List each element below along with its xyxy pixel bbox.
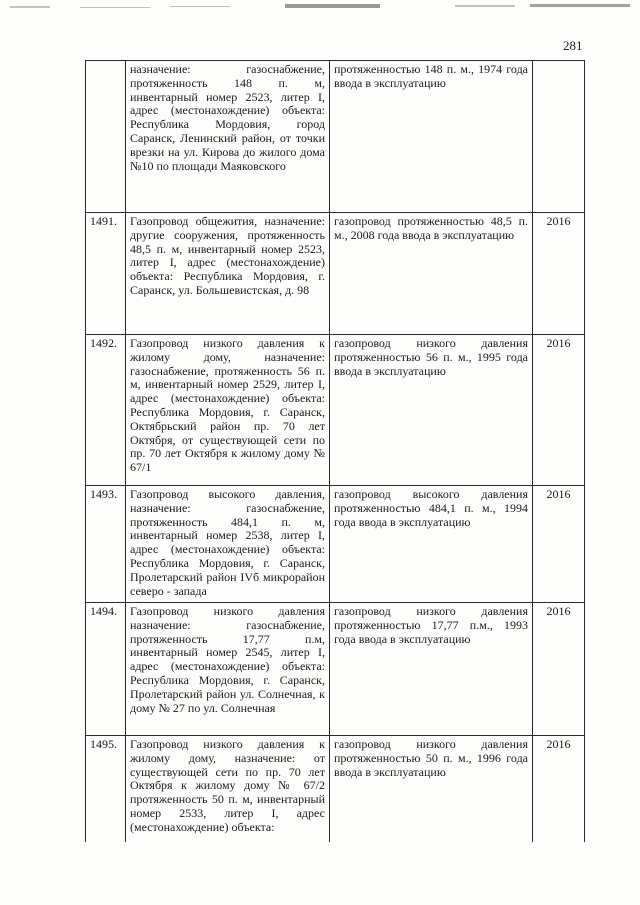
year-cell: 2016	[533, 213, 585, 335]
table-row	[86, 61, 585, 213]
object-parameters: газопровод низкого давления протяженностью 56 п. м., 1995 года ввода в эксплуатацию	[330, 335, 533, 486]
row-number: 1492.	[86, 335, 126, 486]
table-row	[86, 603, 585, 736]
object-parameters: протяженностью 148 п. м., 1974 года ввода в эксплуатацию	[330, 61, 533, 213]
page-bottom-margin	[0, 842, 640, 905]
object-description: Газопровод общежития, назначение: другие сооружения, протяженность 48,5 п. м, инвентарный номер 2523, литер I, адрес (местонахождение) объекта: Республика Мордовия, г. Саранск, ул. Большевистская, д. 98	[126, 213, 330, 335]
row-number	[86, 61, 126, 213]
object-description: Газопровод низкого давления назначение: газоснабжение, протяженность 17,77 п.м, инвентарный номер 2545, литер I, адрес (местонахождение) объекта: Республика Мордовия, г. Саранск, Пролетарский район ул. Солнечная, к дому № 27 по ул. Солнечная	[126, 603, 330, 736]
property-table	[85, 60, 585, 846]
object-description: Газопровод низкого давления к жилому дому, назначение: от существующей сети по пр. 70 лет Октября к жилому дому № 67/2 протяженность 50 п. м, инвентарный номер 2533, литер I, адрес (местонахождение) объекта:	[126, 736, 330, 846]
table-row	[86, 736, 585, 846]
scan-artifact-strip	[0, 0, 640, 14]
object-description: Газопровод низкого давления к жилому дому, назначение: газоснабжение, протяженность 56 п. м, инвентарный номер 2529, литер I, адрес (местонахождение) объекта: Республика Мордовия, г. Саранск, Октябрьский район пр. 70 лет Октября, от существующей сети по пр. 70 лет Октября к жилому дому № 67/1	[126, 335, 330, 486]
object-parameters: газопровод низкого давления протяженностью 17,77 п.м., 1993 года ввода в эксплуатацию	[330, 603, 533, 736]
object-parameters: газопровод протяженностью 48,5 п. м., 2008 года ввода в эксплуатацию	[330, 213, 533, 335]
table-row	[86, 335, 585, 486]
object-parameters: газопровод высокого давления протяженностью 484,1 п. м., 1994 года ввода в эксплуатацию	[330, 486, 533, 603]
table-row	[86, 486, 585, 603]
year-cell	[533, 61, 585, 213]
row-number: 1493.	[86, 486, 126, 603]
object-description: Газопровод высокого давления, назначение: газоснабжение, протяженность 484,1 п. м, инвентарный номер 2538, литер I, адрес (местонахождение) объекта: Республика Мордовия, г. Саранск, Пролетарский район IVб микрорайон северо - запада	[126, 486, 330, 603]
row-number: 1491.	[86, 213, 126, 335]
object-description: назначение: газоснабжение, протяженность 148 п. м, инвентарный номер 2523, литер I, адрес (местонахождение) объекта: Республика Мордовия, город Саранск, Ленинский район, от точки врезки на ул. Кирова до жилого дома №10 по площади Маяковского	[126, 61, 330, 213]
year-cell: 2016	[533, 603, 585, 736]
page-number: 281	[563, 38, 583, 53]
row-number: 1494.	[86, 603, 126, 736]
year-cell: 2016	[533, 486, 585, 603]
row-number: 1495.	[86, 736, 126, 846]
object-parameters: газопровод низкого давления протяженностью 50 п. м., 1996 года ввода в эксплуатацию	[330, 736, 533, 846]
table-row	[86, 213, 585, 335]
year-cell: 2016	[533, 335, 585, 486]
year-cell: 2016	[533, 736, 585, 846]
